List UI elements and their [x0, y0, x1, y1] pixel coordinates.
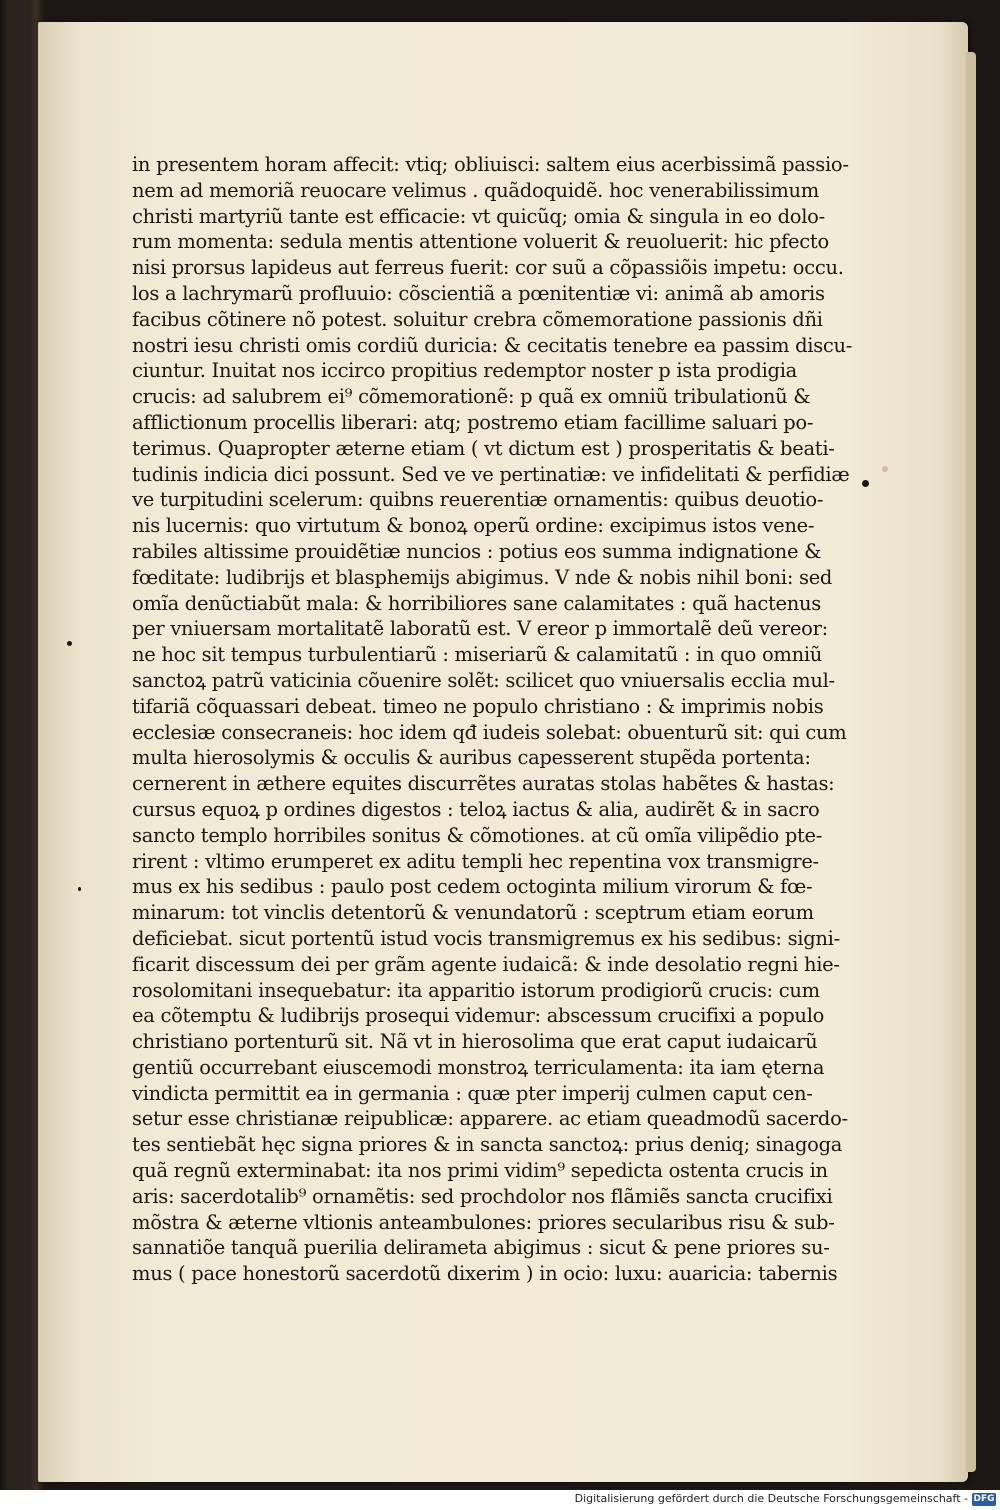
text-line: sannatiõe tanquã puerilia delirameta abigimus : sicut & pene priores su-: [132, 1236, 830, 1260]
text-line: in presentem horam affecit: vtiq; obliuisci: saltem eius acerbissimã passio-: [132, 153, 849, 176]
text-line: mõstra & æterne vltionis anteambulones: priores secularibus risu & sub-: [132, 1210, 835, 1234]
text-line: tifariã cõquassari debeat. timeo ne populo christiano : & imprimis nobis: [132, 694, 824, 718]
text-line: christiano portenturũ sit. Nã vt in hierosolima que erat caput iudaicarũ: [132, 1030, 818, 1054]
text-line: vindicta permittit ea in germania : quæ pter imperij culmen caput cen-: [132, 1081, 813, 1105]
text-line: multa hierosolymis & occulis & auribus capesserent stupẽda portenta:: [132, 746, 811, 770]
dfg-logo: DFG: [973, 1494, 995, 1504]
text-line: tes sentiebãt hęc signa priores & in sancta sanctoꝝ: prius deniq; sinagoga: [132, 1133, 843, 1157]
text-line: cernerent in æthere equites discurrẽtes auratas stolas habẽtes & hastas:: [132, 772, 835, 796]
footer-bar: [0, 1490, 1000, 1510]
text-line: sancto templo horribiles sonitus & cõmotiones. at cũ omĩa vilipẽdio pte-: [132, 823, 823, 847]
text-line: facibus cõtinere nõ potest. soluitur crebra cõmemoratione passionis dñi: [132, 307, 823, 331]
text-line: nem ad memoriã reuocare velimus . quãdoquidẽ. hoc venerabilissimum: [132, 178, 819, 202]
text-line: nisi prorsus lapideus aut ferreus fuerit: cor suũ a cõpassiõis impetu: occu.: [132, 256, 844, 280]
text-line: setur esse christianæ reipublicæ: apparere. ac etiam queadmodũ sacerdo-: [132, 1107, 848, 1131]
text-line: los a lachrymarũ profluuio: cõscientiã a pœnitentiæ vi: animã ab amoris: [132, 281, 825, 305]
text-line: minarum: tot vinclis detentorũ & venundatorũ : sceptrum etiam eorum: [132, 901, 814, 925]
ink-spot: [67, 641, 72, 646]
text-line: crucis: ad salubrem ei⁹ cõmemorationẽ: p quã ex omniũ tribulationũ &: [132, 385, 811, 409]
text-line: rabiles altissime prouidẽtiæ nuncios : potius eos summa indignatione &: [132, 539, 822, 563]
text-line: cursus equoꝝ p ordines digestos : teloꝝ iactus & alia, audirẽt & in sacro: [132, 797, 820, 821]
text-line: rirent : vltimo erumperet ex aditu templi hec repentina vox transmigre-: [132, 849, 819, 873]
text-line: per vniuersam mortalitatẽ laboratũ est. V ereor p immortalẽ deũ vereor:: [132, 617, 828, 641]
text-line: terimus. Quapropter æterne etiam ( vt dictum est ) prosperitatis & beati-: [132, 436, 835, 460]
text-line: mus ( pace honestorũ sacerdotũ dixerim ) in ocio: luxu: auaricia: tabernis: [132, 1262, 838, 1286]
stain-spot: [882, 466, 888, 472]
text-line: omĩa denũctiabũt mala: & horribiliores sane calamitates : quã hactenus: [132, 591, 821, 615]
text-line: tudinis indicia dici possunt. Sed ve ve pertinatiæ: ve infidelitati & perfidiæ: [132, 462, 850, 486]
text-line: ficarit discessum dei per grãm agente iudaicã: & inde desolatio regni hie-: [132, 952, 840, 976]
ink-spot: [78, 887, 81, 891]
page-edge: [966, 52, 976, 1472]
text-line: aris: sacerdotalib⁹ ornamẽtis: sed prochdolor nos flãmiẽs sancta crucifixi: [132, 1184, 833, 1208]
text-line: gentiũ occurrebant eiuscemodi monstroꝝ terriculamenta: ita iam ęterna: [132, 1055, 825, 1079]
text-line: mus ex his sedibus : paulo post cedem octoginta milium virorum & fœ-: [132, 875, 813, 899]
text-line: ea cõtemptu & ludibrijs prosequi videmur: abscessum crucifixi a populo: [132, 1004, 825, 1028]
text-line: deficiebat. sicut portentũ istud vocis transmigremus ex his sedibus: signi-: [132, 926, 840, 950]
text-line: rosolomitani insequebatur: ita apparitio istorum prodigiorũ crucis: cum: [132, 978, 820, 1002]
text-block: [132, 152, 853, 1287]
text-line: ciuntur. Inuitat nos iccirco propitius redemptor noster p ista prodigia: [132, 359, 797, 383]
text-line: quã regnũ exterminabat: ita nos primi vidim⁹ sepedicta ostenta crucis in: [132, 1159, 828, 1183]
text-line: ve turpitudini scelerum: quibns reuerentiæ ornamentis: quibus deuotio-: [132, 488, 824, 512]
text-line: ecclesiæ consecraneis: hoc idem qđ iudeis solebat: obuenturũ sit: qui cum: [132, 720, 847, 744]
book-page: [38, 22, 968, 1482]
text-line: christi martyriũ tante est efficacie: vt quicũq; omia & singula in eo dolo-: [132, 204, 825, 228]
text-line: fœditate: ludibrijs et blasphemijs abigimus. V nde & nobis nihil boni: sed: [132, 565, 833, 589]
text-line: nostri iesu christi omis cordiũ duricia: & cecitatis tenebre ea passim discu-: [132, 333, 853, 357]
funding-notice: Digitalisierung gefördert durch die Deutsche Forschungsgemeinschaft -: [574, 1492, 968, 1505]
text-line: rum momenta: sedula mentis attentione voluerit & reuoluerit: hic pfecto: [132, 230, 829, 254]
text-line: afflictionum procellis liberari: atq; postremo etiam facillime saluari po-: [132, 410, 814, 434]
text-line: ne hoc sit tempus turbulentiarũ : miseriarũ & calamitatũ : in quo omniũ: [132, 643, 823, 667]
text-line: sanctoꝝ patrũ vaticinia cõuenire solẽt: scilicet quo vniuersalis ecclia mul-: [132, 668, 835, 692]
text-line: nis lucernis: quo virtutum & bonoꝝ operũ ordine: excipimus istos vene-: [132, 514, 815, 538]
ink-spot: [862, 480, 869, 487]
